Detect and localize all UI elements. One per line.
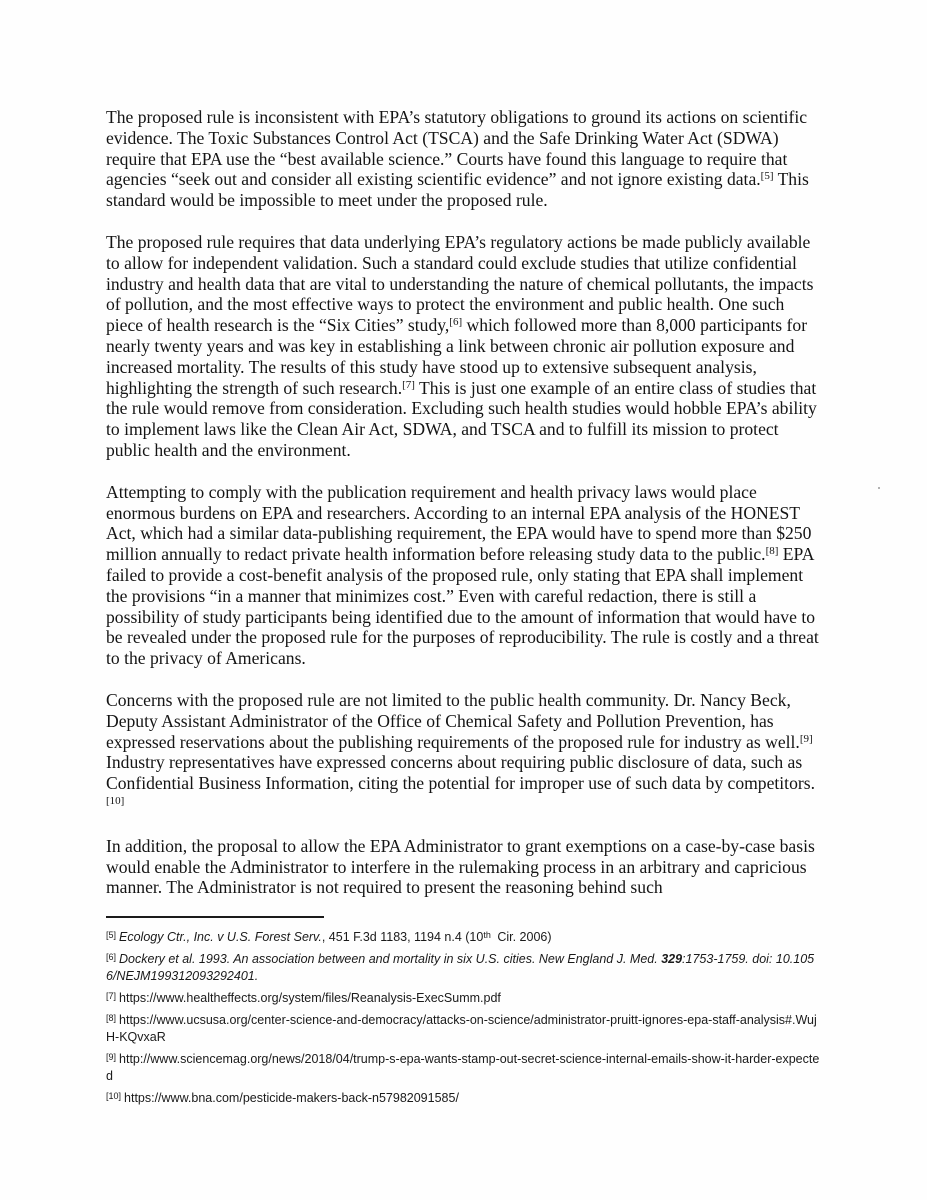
footnote-divider bbox=[106, 916, 324, 918]
text-run: EPA failed to provide a cost-benefit analysis of the proposed rule, only stating that EPA shall implement the provisions “in a manner that minimizes cost.” Even with careful redaction, there is still a possibility of study participants being identified due to the amount of information that would have to be revealed under the proposed rule for the purposes of reproducibility. The rule is costly and a threat to the privacy of Americans. bbox=[106, 544, 819, 669]
text-run: Cir. 2006) bbox=[493, 930, 552, 944]
text-run: , 451 F.3d 1183, 1194 n.4 (10 bbox=[321, 930, 484, 944]
footnote-6 bbox=[106, 949, 824, 985]
footnote-number: [10] bbox=[106, 1091, 122, 1101]
paragraph-4 bbox=[106, 690, 821, 815]
footnote-number: [7] bbox=[106, 991, 117, 1001]
footnote-number: [9] bbox=[106, 1052, 117, 1062]
footnote-reference: [10] bbox=[106, 794, 125, 807]
text-run: https://www.ucsusa.org/center-science-and-democracy/attacks-on-science/administrator-pruitt-ignores-epa-staff-analysis#.WujH-KQvxaR bbox=[106, 1013, 817, 1044]
footnote-5 bbox=[106, 927, 824, 946]
text-run: Concerns with the proposed rule are not limited to the public health community. Dr. Nancy Beck, Deputy Assistant Administrator of the Office of Chemical Safety and Pollution Prevention, has expressed reservations about the publishing requirements of the proposed rule for industry as well. bbox=[106, 689, 800, 752]
footnote-reference: [8] bbox=[765, 545, 779, 558]
footnote-reference: th bbox=[483, 930, 491, 940]
footnote-7 bbox=[106, 988, 824, 1007]
body-text bbox=[106, 107, 821, 898]
footnote-reference: [7] bbox=[402, 378, 415, 391]
text-run: :1753-1759. doi: 10.1056/NEJM199312093292401. bbox=[106, 952, 815, 983]
text-run: Industry representatives have expressed concerns about requiring public disclosure of data, such as Confidential Business Information, citing the potential for improper use of such data by competitors. bbox=[106, 752, 815, 794]
text-run: The proposed rule requires that data underlying EPA’s regulatory actions be made publicly available to allow for independent validation. Such a standard could exclude studies that utilize confidential industry and health data that are vital to understanding the nature of chemical pollutants, the impacts of pollution, and the most effective ways to protect the environment and public health. One such piece of health research is the “Six Cities” study, bbox=[106, 231, 814, 336]
paragraph-2 bbox=[106, 232, 821, 461]
text-run: Ecology Ctr., Inc. v U.S. Forest Serv. bbox=[119, 930, 322, 944]
text-run: 329 bbox=[661, 952, 683, 966]
footnote-number: [6] bbox=[106, 952, 117, 962]
text-run: The proposed rule is inconsistent with EPA’s statutory obligations to ground its actions on scientific evidence. The Toxic Substances Control Act (TSCA) and the Safe Drinking Water Act (SDWA) require that EPA use the “best available science.” Courts have found this language to require that agencies “seek out and consider all existing scientific evidence” and not ignore existing data. bbox=[106, 107, 808, 190]
text-run: Dockery et al. 1993. An association between and mortality in six U.S. cities. New England J. Med. bbox=[119, 952, 662, 966]
text-run: https://www.healtheffects.org/system/files/Reanalysis-ExecSumm.pdf bbox=[119, 991, 501, 1005]
footnote-reference: [6] bbox=[449, 316, 463, 329]
text-run: which followed more than 8,000 participants for nearly twenty years and was key in establishing a link between chronic air pollution exposure and increased mortality. The results of this study have stood up to extensive subsequent analysis, highlighting the strength of such research. bbox=[106, 315, 808, 398]
text-run: http://www.sciencemag.org/news/2018/04/trump-s-epa-wants-stamp-out-secret-science-internal-emails-show-it-harder-expected bbox=[106, 1052, 820, 1083]
text-run: In addition, the proposal to allow the EPA Administrator to grant exemptions on a case-by-case basis would enable the Administrator to interfere in the rulemaking process in an arbitrary and capricious manner. The Administrator is not required to present the reasoning behind such bbox=[106, 835, 815, 898]
scan-speck bbox=[878, 487, 880, 489]
footnote-10 bbox=[106, 1088, 824, 1107]
text-run: Attempting to comply with the publication requirement and health privacy laws would place enormous burdens on EPA and researchers. According to an internal EPA analysis of the HONEST Act, which had a similar data-publishing requirement, the EPA would have to spend more than $250 million annually to redact private health information before releasing study data to the public. bbox=[106, 481, 812, 565]
footnotes bbox=[106, 927, 824, 1110]
paragraph-1 bbox=[106, 107, 821, 211]
paragraph-3 bbox=[106, 482, 821, 669]
footnote-reference: [5] bbox=[760, 170, 774, 183]
footnote-number: [5] bbox=[106, 930, 117, 940]
paragraph-5 bbox=[106, 836, 821, 898]
text-run: https://www.bna.com/pesticide-makers-back-n57982091585/ bbox=[124, 1091, 459, 1105]
footnote-number: [8] bbox=[106, 1013, 117, 1023]
text-run: This standard would be impossible to meet under the proposed rule. bbox=[106, 169, 809, 211]
footnote-8 bbox=[106, 1010, 824, 1046]
footnote-reference: [9] bbox=[799, 732, 813, 745]
footnote-9 bbox=[106, 1049, 824, 1085]
text-run: This is just one example of an entire class of studies that the rule would remove from consideration. Excluding such health studies would hobble EPA’s ability to implement laws like the Clean Air Act, SDWA, and TSCA and to fulfill its mission to protect public health and the environment. bbox=[106, 377, 817, 460]
